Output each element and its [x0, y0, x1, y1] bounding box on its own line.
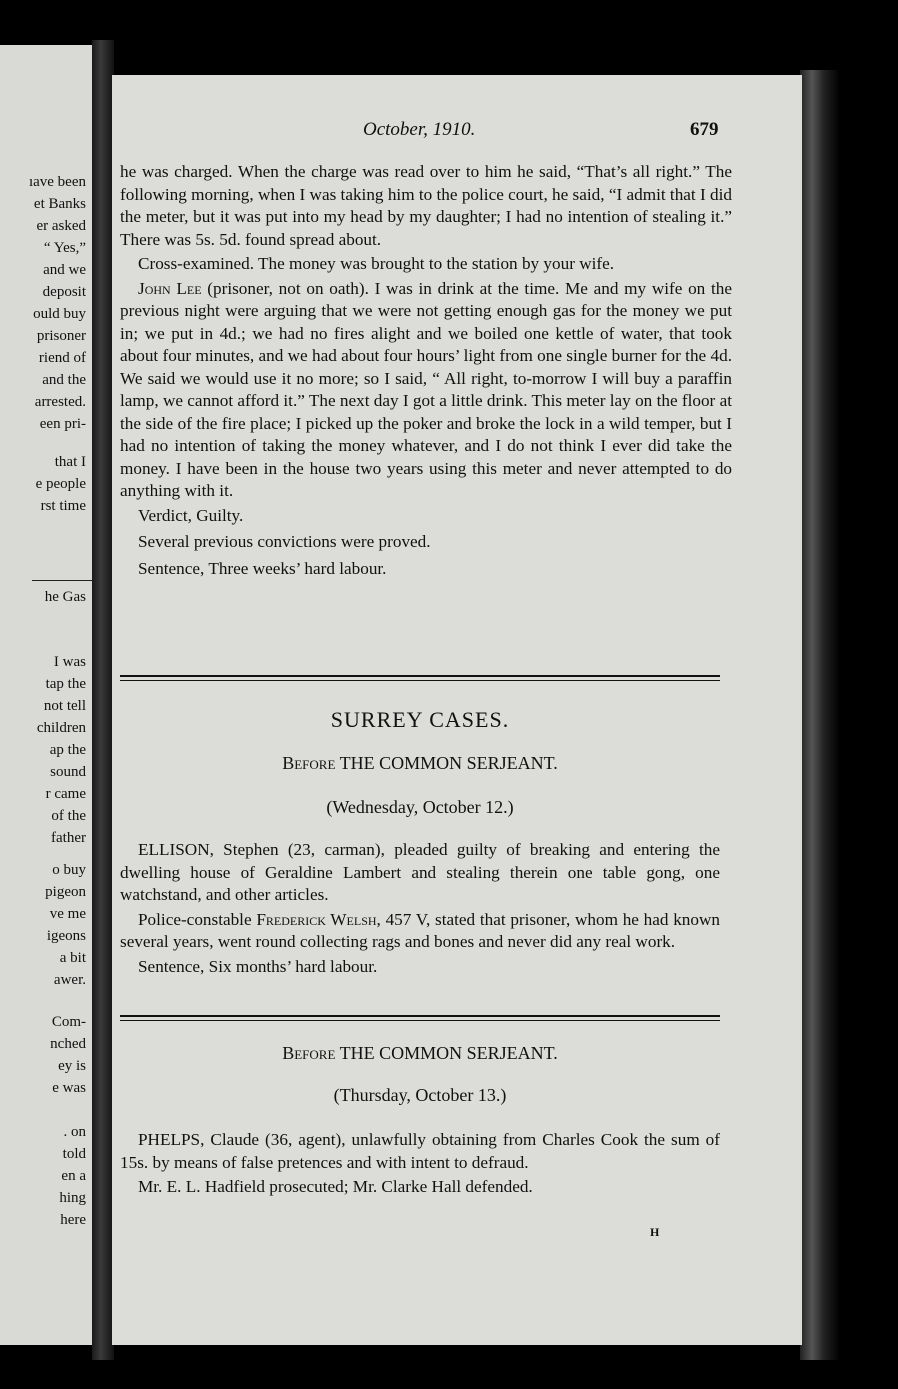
court-heading: Before THE COMMON SERJEANT. [282, 1043, 558, 1063]
paragraph: ELLISON, Stephen (23, carman), pleaded guilty of breaking and entering the dwelling house of Geraldine Lambert and stealing therein one table gong, one watchstand, and other articles. [120, 840, 720, 904]
left-page-line: ıave been [28, 174, 86, 190]
case-1 [120, 161, 732, 580]
left-page-line: nched [50, 1036, 86, 1052]
left-page-line: er asked [36, 218, 86, 234]
left-page-line: a bit [59, 950, 86, 966]
left-page-line: told [62, 1146, 86, 1162]
sentence: Sentence, Three weeks’ hard labour. [138, 558, 387, 578]
previous-convictions: Several previous convictions were proved. [138, 532, 431, 551]
book-gutter [92, 40, 114, 1360]
left-page-line: arrested. [34, 394, 86, 410]
left-page-line: and the [42, 372, 86, 388]
left-page-line: of the [51, 808, 86, 824]
section-rule [120, 1015, 720, 1021]
page-number: 679 [690, 119, 719, 140]
left-page-line: Com- [51, 1014, 86, 1030]
left-page-line: ap the [49, 742, 86, 758]
running-header [120, 119, 732, 143]
left-page-line: ey is [58, 1058, 86, 1074]
paragraph: Police-constable Frederick Welsh, 457 V, stated that prisoner, whom he had known several years, went round collecting rags and bones and never did any real work. [120, 909, 720, 951]
verdict: Verdict, Guilty. [138, 505, 244, 525]
left-page-line: igeons [46, 928, 86, 944]
left-page-line: I was [53, 654, 86, 670]
signature-mark: H [650, 1225, 660, 1239]
left-page-line: e was [52, 1080, 86, 1096]
left-page-line: here [60, 1212, 86, 1228]
left-page-fragment [0, 45, 92, 1345]
left-page-line: prisoner [36, 328, 86, 344]
section-title: SURREY CASES. [330, 707, 510, 732]
left-page-line: hing [59, 1190, 86, 1206]
left-page-line: and we [43, 262, 86, 278]
left-page-line: e people [35, 476, 86, 492]
left-page-line: ve me [49, 906, 86, 922]
witness-name: Frederick Welsh [256, 909, 377, 929]
case-2 [120, 839, 720, 978]
page-edges [800, 70, 840, 1360]
left-page-line: riend of [38, 350, 86, 366]
left-page-line: tap the [45, 676, 86, 692]
left-page-line: not tell [43, 698, 86, 714]
left-page-line: et Banks [33, 196, 86, 212]
left-page-line: r came [45, 786, 86, 802]
sentence: Sentence, Six months’ hard labour. [138, 956, 378, 976]
left-page-line: en a [61, 1168, 86, 1184]
hearing-date: (Thursday, October 13.) [333, 1085, 507, 1105]
paragraph: he was charged. When the charge was read over to him he said, “That’s all right.” The following morning, when I was taking him to the police court, he said, “I admit that I did the meter, but it was put into my head by my daughter; I had no intention of stealing it.” There was 5s. 5d. found spread about. [120, 162, 732, 249]
left-page-line: that I [54, 454, 86, 470]
hearing-date: (Wednesday, October 12.) [326, 797, 514, 817]
paragraph: Cross-examined. The money was brought to the station by your wife. [138, 254, 615, 273]
left-page-line: he Gas [44, 589, 86, 605]
left-page-line: een pri- [39, 416, 86, 432]
left-page-line: rst time [40, 498, 86, 514]
paragraph-text: (prisoner, not on oath). I was in drink at the time. Me and my wife on the previous night were arguing that we were not getting enough gas for the money we put in; we put in 4d.; we had no fires alight and we boiled one kettle of water, that took about four minutes, and we had about four hours’ light from one single burner for the 4d. We said we would use it no more; so I said, “ All right, to-morrow I will buy a paraffin lamp, we cannot afford it.” The next day I got a little drink. This meter lay on the floor at the side of the fire place; I picked up the poker and broke the lock in a wild temper, but I had no intention of taking the money whatever, and I do not think I ever did take the money. I have been in the house two years using this meter and never attempted to do anything with it. [120, 278, 732, 500]
left-page-rule [32, 580, 92, 581]
left-page-line: father [51, 830, 86, 846]
paragraph [120, 278, 732, 503]
left-page-line: . on [63, 1124, 86, 1140]
left-page-line: awer. [53, 972, 86, 988]
paragraph: Mr. E. L. Hadfield prosecuted; Mr. Clarke Hall defended. [138, 1177, 533, 1196]
header-date: October, 1910. [363, 119, 476, 140]
left-page-line: pigeon [45, 884, 86, 900]
paragraph: PHELPS, Claude (36, agent), unlawfully obtaining from Charles Cook the sum of 15s. by means of false pretences and with intent to defraud. [120, 1130, 720, 1172]
left-page-line: children [36, 720, 86, 736]
page [112, 75, 802, 1345]
case-3 [120, 1129, 720, 1199]
left-page-line: sound [50, 764, 86, 780]
section-rule [120, 675, 720, 681]
court-heading: Before THE COMMON SERJEANT. [282, 753, 558, 773]
left-page-line: deposit [42, 284, 86, 300]
witness-name: John Lee [138, 278, 202, 298]
left-page-line: ould buy [33, 306, 86, 322]
left-page-line: o buy [52, 862, 86, 878]
left-page-line: “ Yes,” [43, 240, 86, 256]
